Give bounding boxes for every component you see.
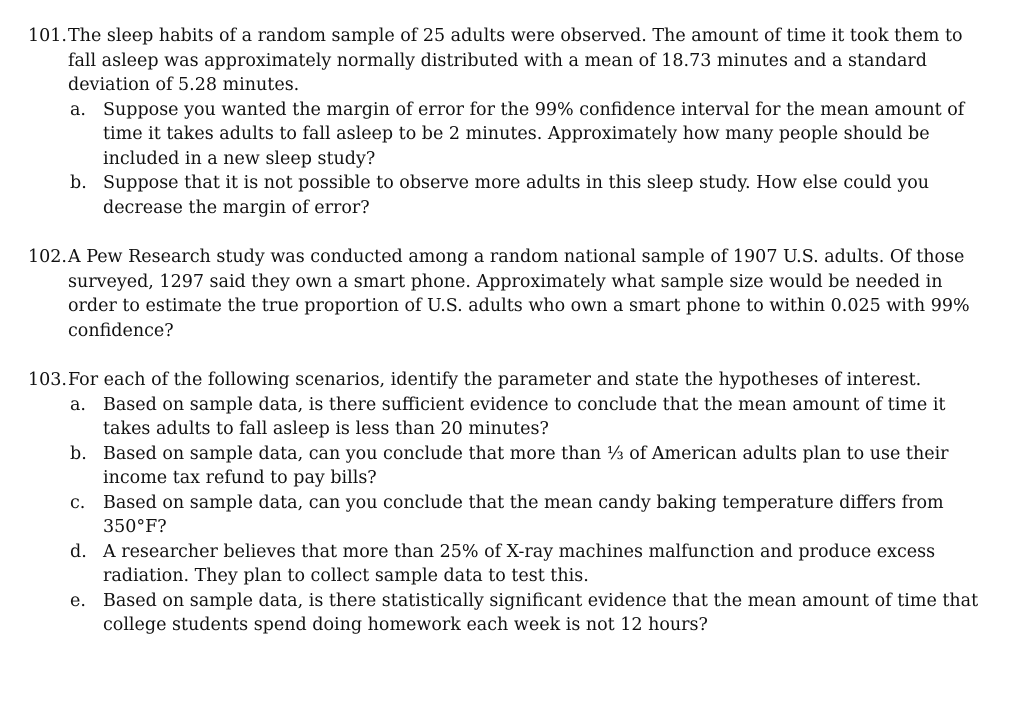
part-text: Suppose you wanted the margin of error for the 99% confidence interval for the mean amount of time it takes adults to fall asleep to be 2 minutes. Approximately how many people should be included in a new sleep study? [103, 99, 965, 169]
part-text: Suppose that it is not possible to observe more adults in this sleep study. How else could you decrease the margin of error? [103, 173, 930, 218]
part-label: e. [70, 590, 86, 611]
problem-101-stem [28, 24, 988, 98]
problem-number: 102. [28, 247, 67, 267]
part-label: a. [70, 99, 86, 120]
problem-103-part-e [68, 589, 988, 638]
part-label: a. [70, 394, 86, 415]
part-label: c. [70, 492, 86, 513]
problem-103-stem [28, 368, 988, 393]
problem-101-part-b [68, 171, 988, 220]
part-text: Based on sample data, is there statistically significant evidence that the mean amount of time that college students spend doing homework each week is not 12 hours? [103, 590, 979, 635]
problem-text: For each of the following scenarios, identify the parameter and state the hypotheses of interest. [68, 370, 922, 390]
problem-103-part-b [68, 442, 988, 491]
part-text: A researcher believes that more than 25% of X-ray machines malfunction and produce excess radiation. They plan to collect sample data to test this. [103, 541, 936, 586]
part-label: b. [70, 173, 87, 193]
problem-number: 103. [28, 370, 67, 390]
problem-103-part-d [68, 540, 988, 589]
problem-text: A Pew Research study was conducted among a random national sample of 1907 U.S. adults. Of those surveyed, 1297 said they own a smart phone. Approximately what sample size would be needed in order to estimate the true proportion of U.S. adults who own a smart phone to within 0.025 with 99% confidence? [68, 247, 970, 341]
problem-101-part-a [68, 98, 988, 172]
part-label: d. [70, 541, 87, 562]
problem-103 [28, 368, 988, 638]
part-label: b. [70, 443, 87, 464]
problem-103-part-c [68, 491, 988, 540]
part-text: Based on sample data, is there sufficient evidence to conclude that the mean amount of time it takes adults to fall asleep is less than 20 minutes? [103, 394, 946, 439]
problem-103-part-a [68, 393, 988, 442]
problem-text: The sleep habits of a random sample of 25 adults were observed. The amount of time it took them to fall asleep was approximately normally distributed with a mean of 18.73 minutes and a standard deviation of 5.28 minutes. [68, 26, 963, 95]
problem-102-stem [28, 245, 988, 343]
part-text: Based on sample data, can you conclude that the mean candy baking temperature differs from 350°F? [103, 492, 944, 537]
problem-number: 101. [28, 26, 67, 46]
problem-102 [28, 245, 988, 343]
part-text: Based on sample data, can you conclude that more than ⅓ of American adults plan to use their income tax refund to pay bills? [103, 443, 949, 488]
problem-101 [28, 24, 988, 220]
